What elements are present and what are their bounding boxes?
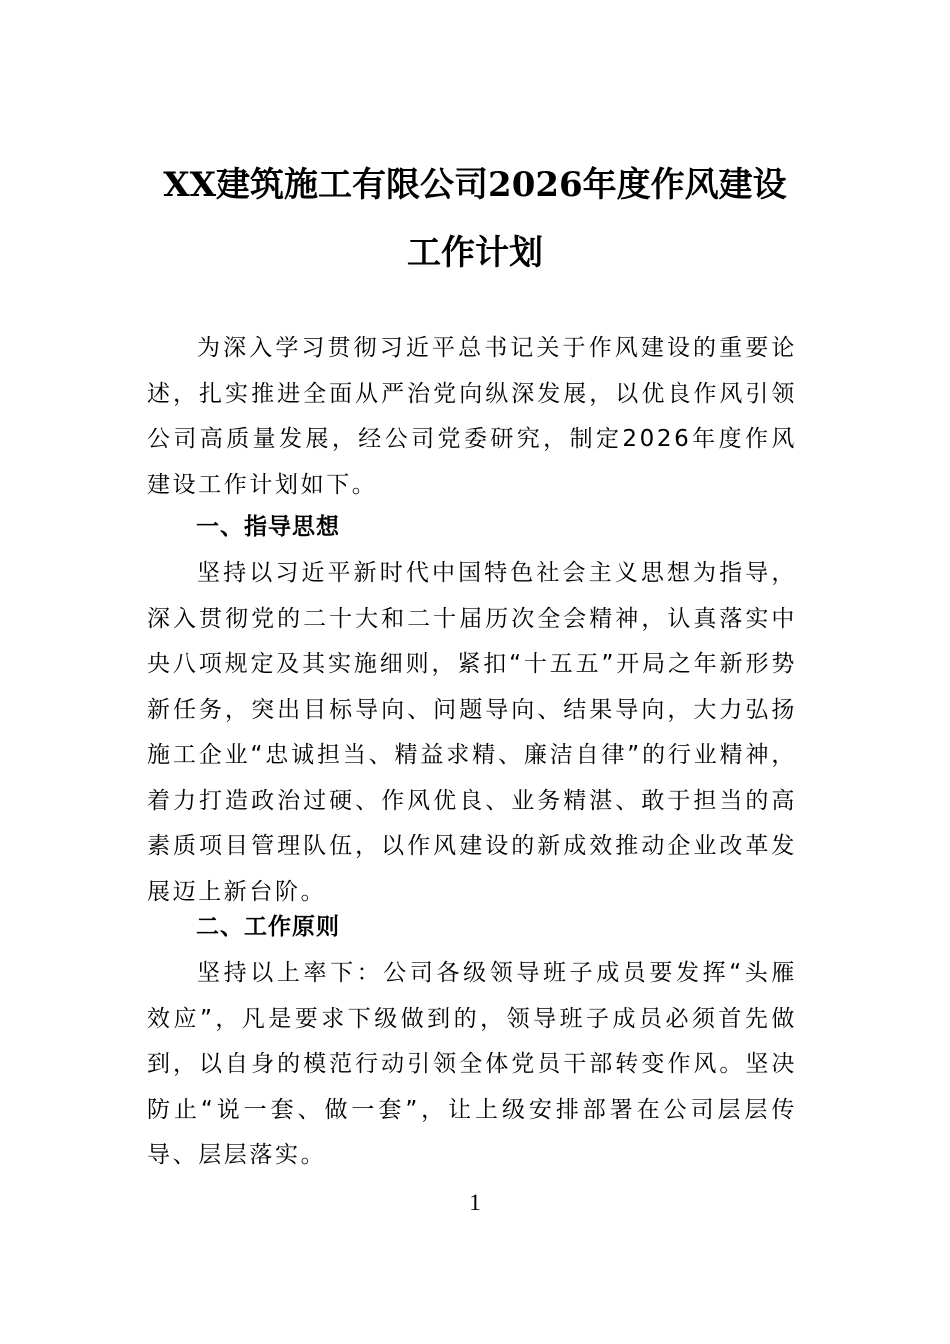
intro-paragraph: 为深入学习贯彻习近平总书记关于作风建设的重要论述，扎实推进全面从严治党向纵深发展，以优良作风引领公司高质量发展，经公司党委研究，制定2026年度作风建设工作计划如下。	[147, 335, 797, 498]
work-principles-paragraph: 坚持以上率下：公司各级领导班子成员要发挥“头雁效应”，凡是要求下级做到的，领导班子成员必须首先做到，以自身的模范行动引领全体党员干部转变作风。坚决防止“说一套、做一套”，让上级安排部署在公司层层传导、层层落实。	[147, 960, 797, 1168]
page-number: 1	[469, 1190, 481, 1215]
document-title-line-2: 工作计划	[407, 233, 543, 273]
document-title-line-1: XX建筑施工有限公司2026年度作风建设	[163, 165, 787, 205]
section-heading-guiding-ideology: 一、指导思想	[196, 514, 340, 540]
section-heading-work-principles: 二、工作原则	[196, 914, 340, 940]
guiding-ideology-paragraph: 坚持以习近平新时代中国特色社会主义思想为指导，深入贯彻党的二十大和二十届历次全会精神，认真落实中央八项规定及其实施细则，紧扣“十五五”开局之年新形势新任务，突出目标导向、问题导向、结果导向，大力弘扬施工企业“忠诚担当、精益求精、廉洁自律”的行业精神，着力打造政治过硬、作风优良、业务精湛、敢于担当的高素质项目管理队伍，以作风建设的新成效推动企业改革发展迈上新台阶。	[147, 560, 797, 905]
